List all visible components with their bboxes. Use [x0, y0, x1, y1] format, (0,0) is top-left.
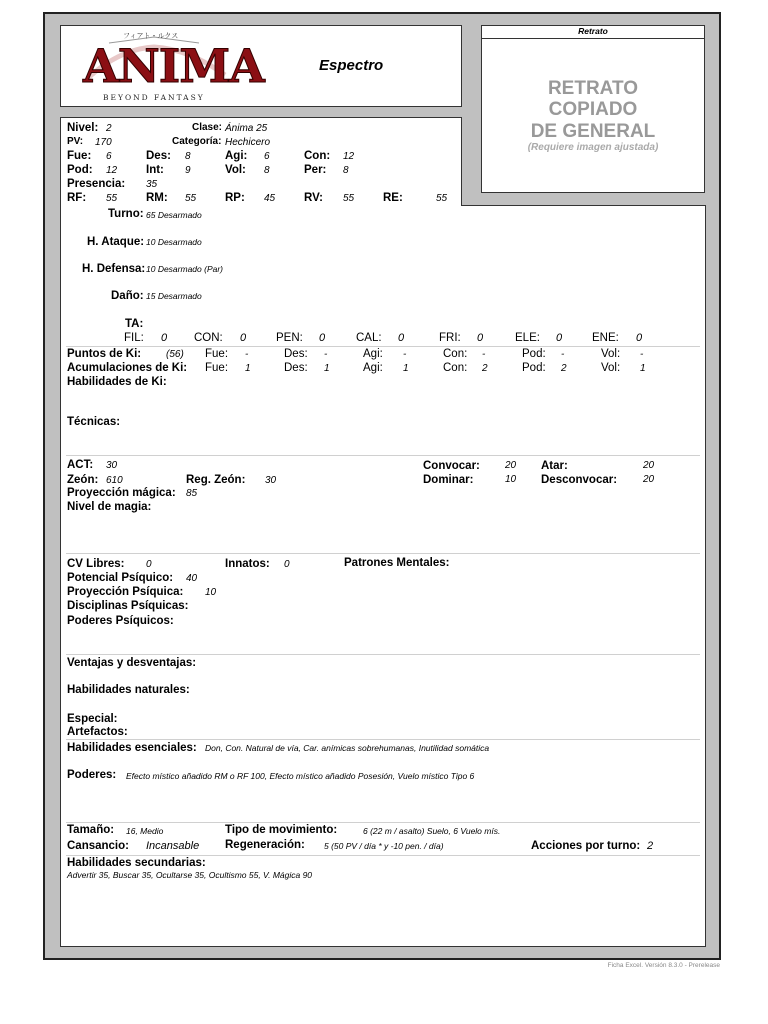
especial-label: Especial: — [67, 713, 118, 725]
vol-label: Vol: — [225, 164, 246, 176]
ventajas-label: Ventajas y desventajas: — [67, 657, 197, 669]
re-value: 55 — [436, 193, 448, 204]
fue-label: Fue: — [67, 150, 92, 162]
esenciales-label: Habilidades esenciales: — [67, 742, 197, 754]
re-label: RE: — [383, 192, 403, 204]
ta-item-value: 0 — [398, 332, 405, 344]
innatos-value: 0 — [284, 559, 290, 570]
logo-sub-text: BEYOND FANTASY — [103, 93, 205, 102]
ki-acum-item-label: Fue: — [205, 362, 229, 374]
divider — [66, 822, 700, 823]
ta-item-value: 0 — [477, 332, 484, 344]
pv-label: PV: — [67, 136, 84, 147]
int-value: 9 — [185, 165, 191, 176]
ta-label: TA: — [125, 318, 144, 330]
fue-value: 6 — [106, 151, 112, 162]
ta-item-value: 0 — [319, 332, 326, 344]
defensa-label: H. Defensa: — [82, 263, 146, 275]
ta-item-label: PEN: — [276, 332, 303, 344]
desconvocar-label: Desconvocar: — [541, 474, 618, 486]
ki-acum-item-value: 1 — [640, 363, 646, 374]
regzeon-label: Reg. Zeón: — [186, 474, 246, 486]
proy-magica-label: Proyección mágica: — [67, 487, 176, 499]
artefactos-label: Artefactos: — [67, 726, 128, 738]
ta-item-label: ENE: — [592, 332, 619, 344]
ta-item-label: FRI: — [439, 332, 461, 344]
ki-acum-item-label: Pod: — [522, 362, 546, 374]
portrait-box — [481, 25, 705, 193]
ki-puntos-label: Puntos de Ki: — [67, 348, 142, 360]
potencial-value: 40 — [186, 573, 198, 584]
cansancio-value: Incansable — [146, 840, 200, 852]
act-label: ACT: — [67, 459, 94, 471]
ki-acum-item-value: 1 — [324, 363, 330, 374]
vol-value: 8 — [264, 165, 270, 176]
nivel-label: Nivel: — [67, 122, 99, 134]
turno-value: 65 Desarmado — [146, 210, 202, 220]
header-box — [60, 25, 462, 107]
cansancio-label: Cansancio: — [67, 840, 129, 852]
ta-item-label: ELE: — [515, 332, 540, 344]
proy-psiquica-value: 10 — [205, 587, 217, 598]
esenciales-value: Don, Con. Natural de vía, Car. anímicas sobrehumanas, Inutilidad somática — [205, 743, 490, 753]
pod-value: 12 — [106, 165, 118, 176]
zeon-label: Zeón: — [67, 474, 99, 486]
proy-psiquica-label: Proyección Psíquica: — [67, 586, 184, 598]
categoria-label: Categoría: — [172, 136, 222, 147]
ki-puntos-item-value: - — [245, 349, 249, 360]
dominar-value: 10 — [505, 474, 517, 485]
naturales-label: Habilidades naturales: — [67, 684, 190, 696]
ki-habilidades-label: Habilidades de Ki: — [67, 376, 167, 388]
turno-label: Turno: — [108, 208, 144, 220]
poderes-value: Efecto místico añadido RM o RF 100, Efecto místico añadido Posesión, Vuelo místico Tipo 6 — [126, 771, 475, 781]
ki-puntos-item-label: Agi: — [363, 348, 383, 360]
tamano-value: 16, Medio — [126, 826, 164, 836]
per-label: Per: — [304, 164, 327, 176]
ki-acum-item-value: 2 — [561, 363, 567, 374]
clase-value: Ánima 25 — [225, 123, 268, 134]
logo-top-text: フィアト・ルクス — [123, 33, 179, 40]
int-label: Int: — [146, 164, 164, 176]
ki-tecnicas-label: Técnicas: — [67, 416, 121, 428]
ki-puntos-item-label: Vol: — [601, 348, 621, 360]
divider — [66, 654, 700, 655]
con-label: Con: — [304, 150, 331, 162]
version-footer: Ficha Excel. Versión 8.3.0 - Prerelease — [607, 962, 720, 969]
character-name: Espectro — [319, 57, 384, 74]
rf-label: RF: — [67, 192, 87, 204]
ta-item-label: CAL: — [356, 332, 382, 344]
regeneracion-label: Regeneración: — [225, 839, 305, 851]
divider — [66, 455, 700, 456]
acciones-label: Acciones por turno: — [531, 840, 641, 852]
convocar-label: Convocar: — [423, 460, 480, 472]
ta-item-value: 0 — [636, 332, 643, 344]
portrait-note: (Requiere imagen ajustada) — [527, 142, 659, 153]
ki-puntos-item-value: - — [403, 349, 407, 360]
cv-label: CV Libres: — [67, 558, 125, 570]
ataque-label: H. Ataque: — [87, 236, 145, 248]
dano-label: Daño: — [111, 290, 144, 302]
des-label: Des: — [146, 150, 171, 162]
presencia-value: 35 — [146, 179, 158, 190]
ataque-value: 10 Desarmado — [146, 237, 202, 247]
rm-value: 55 — [185, 193, 197, 204]
pod-label: Pod: — [67, 164, 93, 176]
clase-label: Clase: — [192, 122, 223, 133]
ki-acum-item-label: Vol: — [601, 362, 621, 374]
presencia-label: Presencia: — [67, 178, 126, 190]
agi-label: Agi: — [225, 150, 248, 162]
convocar-value: 20 — [505, 460, 517, 471]
divider — [66, 553, 700, 554]
logo — [79, 31, 264, 103]
innatos-label: Innatos: — [225, 558, 270, 570]
logo-main-text: ANIMA — [83, 39, 264, 93]
rf-value: 55 — [106, 193, 118, 204]
poderes-psiquicos-label: Poderes Psíquicos: — [67, 615, 174, 627]
agi-value: 6 — [264, 151, 270, 162]
portrait-placeholder-line2: COPIADO — [548, 99, 638, 120]
ki-acum-item-value: 2 — [482, 363, 488, 374]
regzeon-value: 30 — [265, 475, 277, 486]
cv-value: 0 — [146, 559, 152, 570]
desconvocar-value: 20 — [643, 474, 655, 485]
secundarias-value: Advertir 35, Buscar 35, Ocultarse 35, Ocultismo 55, V. Mágica 90 — [67, 870, 313, 880]
ki-puntos-item-label: Fue: — [205, 348, 229, 360]
ki-puntos-total: (56) — [166, 349, 184, 360]
ki-acum-item-label: Con: — [443, 362, 468, 374]
ki-puntos-item-value: - — [640, 349, 644, 360]
ki-puntos-item-value: - — [482, 349, 486, 360]
categoria-value: Hechicero — [225, 137, 271, 148]
ki-puntos-item-label: Des: — [284, 348, 308, 360]
ki-puntos-item-label: Pod: — [522, 348, 546, 360]
ki-acum-item-value: 1 — [403, 363, 409, 374]
ki-acum-label: Acumulaciones de Ki: — [67, 362, 188, 374]
act-value: 30 — [106, 460, 118, 471]
patrones-label: Patrones Mentales: — [344, 557, 450, 569]
movimiento-value: 6 (22 m / asalto) Suelo, 6 Vuelo mís. — [363, 826, 501, 836]
con-value: 12 — [343, 151, 355, 162]
ta-item-value: 0 — [240, 332, 247, 344]
per-value: 8 — [343, 165, 349, 176]
ki-acum-item-value: 1 — [245, 363, 251, 374]
divider — [66, 855, 700, 856]
rv-label: RV: — [304, 192, 323, 204]
dominar-label: Dominar: — [423, 474, 474, 486]
rp-value: 45 — [264, 193, 276, 204]
ta-item-value: 0 — [556, 332, 563, 344]
ki-puntos-item-value: - — [561, 349, 565, 360]
portrait-title: Retrato — [482, 26, 704, 39]
divider — [66, 346, 700, 347]
ki-acum-item-label: Des: — [284, 362, 308, 374]
ta-item-value: 0 — [161, 332, 168, 344]
poderes-label: Poderes: — [67, 769, 117, 781]
rm-label: RM: — [146, 192, 168, 204]
portrait-placeholder-line1: RETRATO — [547, 78, 639, 99]
portrait-placeholder-line3: DE GENERAL — [530, 121, 656, 142]
disciplinas-label: Disciplinas Psíquicas: — [67, 600, 189, 612]
acciones-value: 2 — [647, 840, 654, 852]
ta-item-label: FIL: — [124, 332, 144, 344]
atar-value: 20 — [643, 460, 655, 471]
regeneracion-value: 5 (50 PV / día * y -10 pen. / día) — [324, 841, 444, 851]
pv-value: 170 — [95, 137, 112, 148]
potencial-label: Potencial Psíquico: — [67, 572, 174, 584]
ki-puntos-item-value: - — [324, 349, 328, 360]
atar-label: Atar: — [541, 460, 568, 472]
movimiento-label: Tipo de movimiento: — [225, 824, 338, 836]
divider — [66, 739, 700, 740]
defensa-value: 10 Desarmado (Par) — [146, 264, 224, 274]
dano-value: 15 Desarmado — [146, 291, 202, 301]
zeon-value: 610 — [106, 475, 123, 486]
des-value: 8 — [185, 151, 191, 162]
rp-label: RP: — [225, 192, 245, 204]
ki-puntos-item-label: Con: — [443, 348, 468, 360]
proy-magica-value: 85 — [186, 488, 198, 499]
ta-item-label: CON: — [194, 332, 223, 344]
secundarias-label: Habilidades secundarias: — [67, 857, 206, 869]
nivel-magia-label: Nivel de magia: — [67, 501, 152, 513]
tamano-label: Tamaño: — [67, 824, 115, 836]
rv-value: 55 — [343, 193, 355, 204]
nivel-value: 2 — [106, 123, 112, 134]
ki-acum-item-label: Agi: — [363, 362, 383, 374]
